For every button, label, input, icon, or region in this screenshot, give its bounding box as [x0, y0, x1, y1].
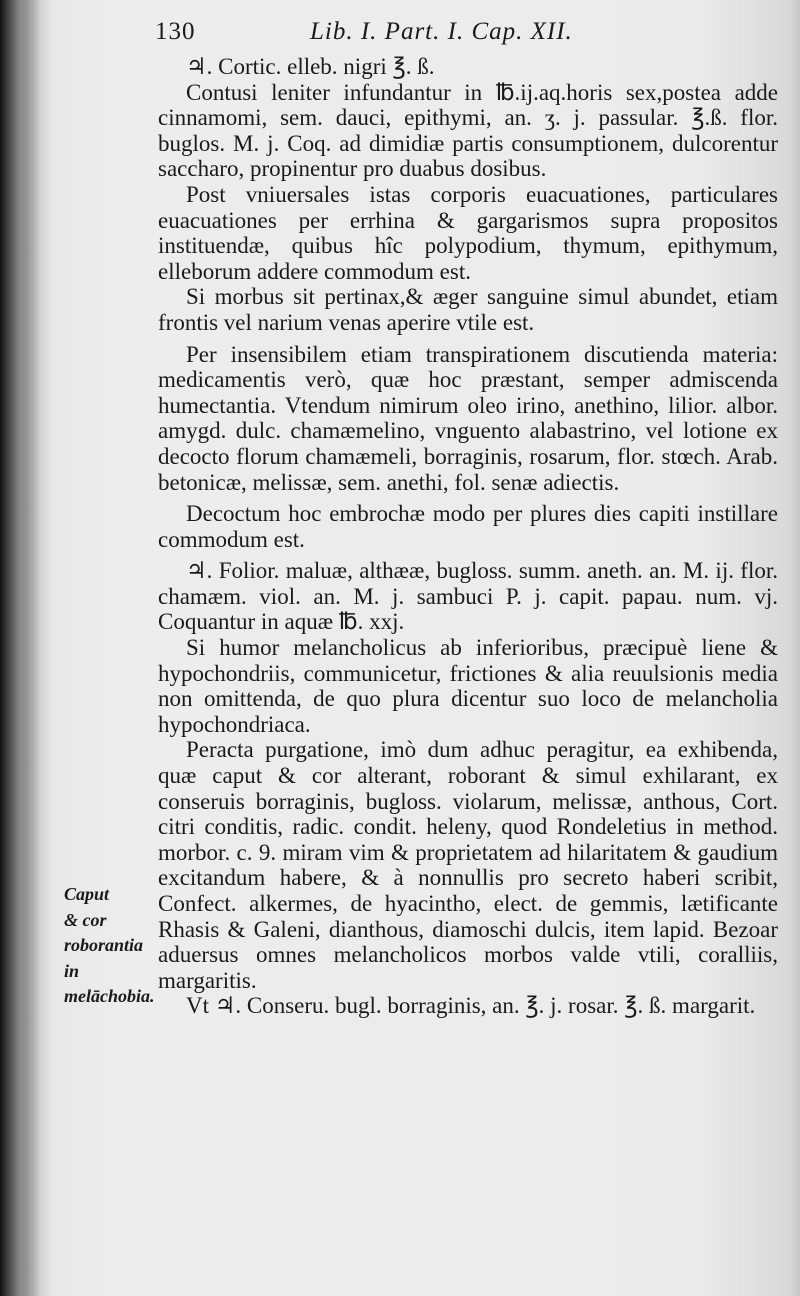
prescription-1: ♃. Cortic. elleb. nigri ℥. ß. — [186, 54, 435, 79]
paragraph-venesection: Si morbus sit pertinax,& æger sanguine simul abundet, etiam frontis vel narium venas aperire vtile est. — [158, 284, 778, 335]
paragraph-transpiration: Per insensibilem etiam transpirationem discutienda materia: medicamentis verò, quæ hoc præstant, semper admiscenda humectantia. Vtendum nimirum oleo irino, anethino, lilior. albor. amygd. dulc. chamæmelino, vnguento alabastrino, vel lotione ex decocto florum chamæmeli, borraginis, rosarum, flor. stœch. Arab. betonicæ, melissæ, sem. anethi, fol. senæ adiectis. — [158, 341, 778, 495]
body-text — [158, 54, 778, 1019]
running-title: Lib. I. Part. I. Cap. XII. — [310, 18, 573, 45]
prescription-2: ♃. Folior. maluæ, althææ, bugloss. summ. aneth. an. M. ij. flor. chamæm. viol. an. M. j. sambuci P. j. capit. papau. num. vj. Coquantur in aquæ ℔. xxj. — [158, 558, 778, 635]
paragraph-melancholy: Si humor melancholicus ab inferioribus, præcipuè liene & hypochondriis, communicetur, frictiones & alia reuulsionis media non omittenda, de quo plura dicentur suo loco de melancholia hypochondriaca. — [158, 635, 778, 737]
page-header — [155, 18, 755, 54]
paragraph-decoction: Decoctum hoc embrochæ modo per plures dies capiti instillare commodum est. — [158, 501, 778, 552]
paragraph-purgation: Peracta purgatione, imò dum adhuc peragitur, ea exhibenda, quæ caput & cor alterant, roborant & simul exhilarant, ex conseruis borraginis, bugloss. violarum, melissæ, anthous, Cort. citri conditis, radic. condit. heleny, quod Rondeletius in method. morbor. c. 9. miram vim & proprietatem ad hilaritatem & gaudium excitandum habere, & à nonnullis pro secreto haberi scribit, Confect. alkermes, de hyacintho, elect. de gemmis, lætificante Rhasis & Galeni, dianthous, diamoschi dulcis, item lapid. Bezoar aduersus omnes melancholicos morbos valde vtili, coralliis, margaritis. — [158, 737, 778, 993]
book-spine-shadow — [0, 0, 40, 1296]
paragraph-infusion: Contusi leniter infundantur in ℔.ij.aq.horis sex,postea adde cinnamomi, sem. dauci, epithymi, an. ʒ. j. passular. ℥.ß. flor. buglos. M. j. Coq. ad dimidiæ partis consumptionem, dulcorentur saccharo, propinentur pro duabus dosibus. — [158, 79, 778, 182]
margin-note: Caput & cor roborantia in melāchobia. — [64, 884, 155, 1007]
paragraph-evacuations: Post vniuersales istas corporis euacuationes, particulares euacuationes per errhina & gargarismos supra propositos instituendæ, quibus hîc polypodium, thymum, epithymum, elleborum addere commodum est. — [158, 181, 778, 284]
page-number: 130 — [155, 18, 196, 45]
prescription-3: Vt ♃. Conseru. bugl. borraginis, an. ℥. j. rosar. ℥. ß. margarit. — [186, 993, 756, 1019]
